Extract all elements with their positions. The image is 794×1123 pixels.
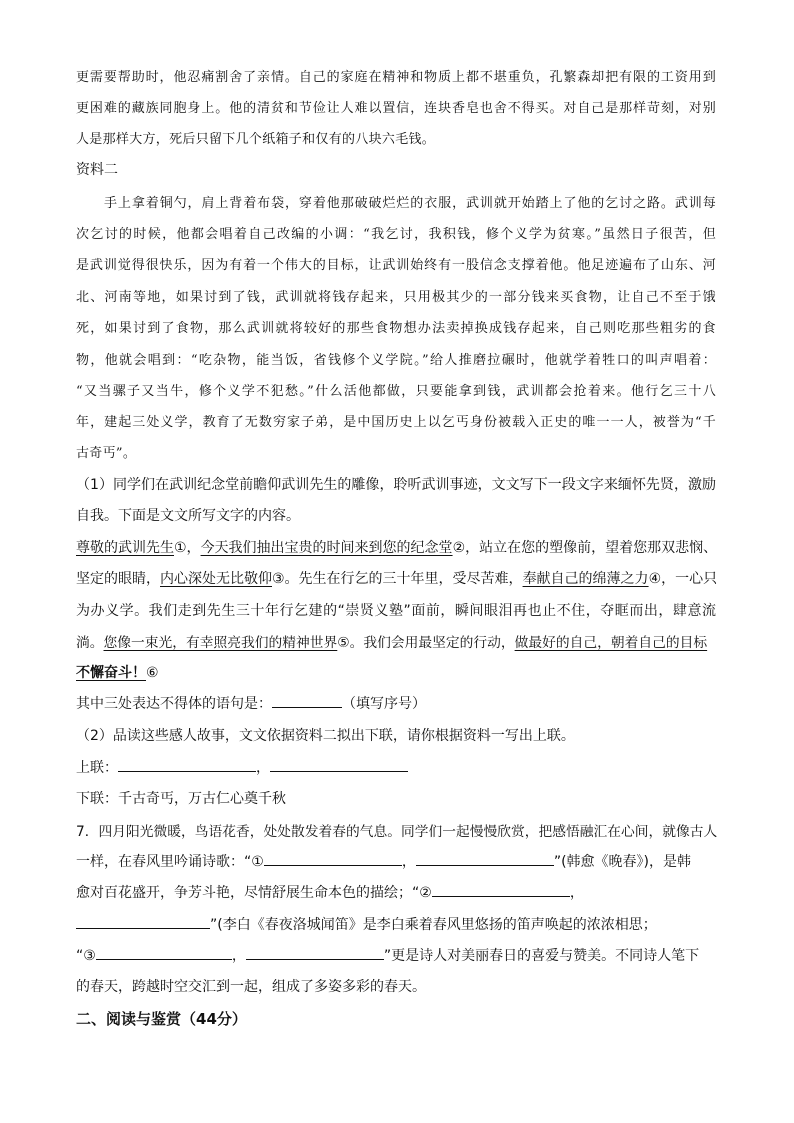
question-intro: 自我。下面是文文所写文字的内容。: [76, 508, 300, 524]
passage-line: 更困难的藏族同胞身上。他的清贫和节俭让人难以置信，连块香皂也舍不得买。对自己是那样苛刻，对别: [76, 101, 716, 116]
material-heading: 资料二: [76, 162, 118, 178]
material-line: “又当骡子又当牛，修个义学不犯愁。”什么活他都做，只要能拿到钱，武训都会抢着来。他行乞三十八: [76, 384, 716, 399]
material-line: 物，他就会唱到：“吃杂物，能当饭，省钱修个义学院。”给人推磨拉碾时，他就学着牲口的叫声唱着：: [76, 353, 716, 368]
answer-line: [76, 693, 716, 713]
question-text: 愈对百花盛开，争芳斗艳，尽情舒展生命本色的描绘；“②: [76, 885, 432, 901]
material-line: 手上拿着铜勺，肩上背着布袋，穿着他那破破烂烂的衣服，武训就开始踏上了他的乞讨之路。武训每: [104, 196, 716, 211]
answer-blank[interactable]: [76, 914, 210, 929]
question-intro: （1）同学们在武训纪念堂前瞻仰武训先生的雕像，聆听武训事迹，文文写下一段文字来缅怀先贤，激励: [76, 477, 716, 493]
answer-blank[interactable]: [96, 945, 232, 960]
underlined-phrase-4: 奉献自己的绵薄之力: [522, 571, 649, 587]
question-text: ”(李白《春夜洛城闻笛》是李白乘着春风里悠扬的笛声唤起的浓浓相思；: [210, 917, 657, 933]
question-text: ”(韩愈《晚春》)，是韩: [553, 854, 691, 870]
plain-text: ②，站立在您的塑像前，望着您那双悲悯、: [452, 540, 718, 556]
underlined-phrase-3: 内心深处无比敬仰: [160, 571, 272, 587]
answer-blank[interactable]: [272, 693, 342, 708]
essay-line: [76, 568, 716, 588]
punct: ，: [401, 854, 416, 870]
punct: ，: [256, 760, 270, 776]
couplet-upper: [76, 757, 716, 777]
passage-line: 更需要帮助时，他忍痛割舍了亲情。自己的家庭在精神和物质上都不堪重负，孔繁森却把有限的工资用到: [76, 70, 716, 85]
material-line: 北、河南等地，如果讨到了钱，武训就将钱存起来，只用极其少的一部分钱来买食物，让自己不至于饿: [76, 290, 716, 305]
q7-line: [76, 882, 716, 902]
q7-line: [76, 851, 716, 871]
question-intro: （2）品读这些感人故事，文文依据资料二拟出下联，请你根据资料一写出上联。: [76, 728, 575, 744]
material-line: 死，如果讨到了食物，那么武训就将较好的那些食物想办法卖掉换成钱存起来，自己则吃那些粗劣的食: [76, 321, 716, 336]
plain-text: ③。先生在行乞的三十年里，受尽苦难，: [272, 571, 523, 587]
passage-line: 人是那样大方，死后只留下几个纸箱子和仅有的八块六毛钱。: [76, 132, 436, 147]
material-line: 年，建起三处义学，教育了无数穷家子弟，是中国历史上以乞丐身份被载入正史的唯一一人，被誉为“千: [76, 415, 716, 430]
plain-text: ④，一心只: [648, 571, 718, 587]
material-line: 古奇丐”。: [76, 446, 137, 461]
answer-blank[interactable]: [270, 757, 408, 772]
plain-text: 淌。: [76, 635, 104, 651]
plain-text: 坚定的眼睛，: [76, 571, 160, 587]
answer-blank[interactable]: [118, 757, 256, 772]
essay-line: [76, 537, 716, 557]
punct: ，: [231, 948, 246, 964]
label: 上联：: [76, 760, 118, 776]
underlined-phrase-5: 您像一束光，有幸照亮我们的精神世界: [103, 635, 338, 651]
answer-blank[interactable]: [246, 945, 384, 960]
material-line: 是武训觉得很快乐，因为有着一个伟大的目标，让武训始终有一股信念支撑着他。他足迹遍布了山东、河: [76, 258, 716, 273]
underlined-phrase-6-end: 不懈奋斗！: [76, 665, 146, 681]
essay-line: 为办义学。我们走到先生三十年行乞建的“崇贤义塾”面前，瞬间眼泪再也止不住，夺眶而出，肆意流: [76, 603, 716, 619]
section-title: 二、阅读与鉴赏（44分）: [76, 1010, 247, 1028]
question-text: 一样，在春风里吟诵诗歌：“①: [76, 854, 264, 870]
q7-line: [76, 914, 716, 934]
underlined-phrase-6: 做最好的自己，朝着自己的目标: [514, 635, 708, 651]
answer-blank[interactable]: [416, 851, 554, 866]
q7-line: 7．四月阳光微暖，鸟语花香，处处散发着春的气息。同学们一起慢慢欣赏，把感悟融汇在心间，就像古人: [76, 824, 718, 840]
question-text: 其中三处表达不得体的语句是：: [76, 696, 272, 712]
question-text: “③: [76, 948, 96, 964]
q7-line: 的春天，跨越时空交汇到一起，组成了多姿多彩的春天。: [76, 979, 426, 995]
couplet-lower: 下联：千古奇丐，万古仁心奠千秋: [76, 791, 286, 807]
question-text: ”更是诗人对美丽春日的喜爱与赞美。不同诗人笔下: [383, 948, 700, 964]
punct: ，: [569, 885, 584, 901]
marker: ①，: [174, 540, 201, 556]
underlined-phrase-2: 今天我们抽出宝贵的时间来到您的纪念堂: [200, 540, 453, 556]
answer-blank[interactable]: [264, 851, 402, 866]
plain-text: ⑤。我们会用最坚定的行动，: [337, 635, 515, 651]
answer-blank[interactable]: [432, 882, 570, 897]
question-text: （填写序号）: [342, 696, 426, 712]
material-line: 次乞讨的时候，他都会唱着自己改编的小调：“我乞讨，我积钱，修个义学为贫寒。”虽然日子很苦，但: [76, 227, 716, 242]
underlined-phrase-1: 尊敬的武训先生: [76, 540, 174, 556]
marker: ⑥: [146, 665, 159, 681]
essay-line: [76, 631, 716, 651]
essay-line: [76, 662, 716, 682]
q7-line: [76, 945, 716, 965]
